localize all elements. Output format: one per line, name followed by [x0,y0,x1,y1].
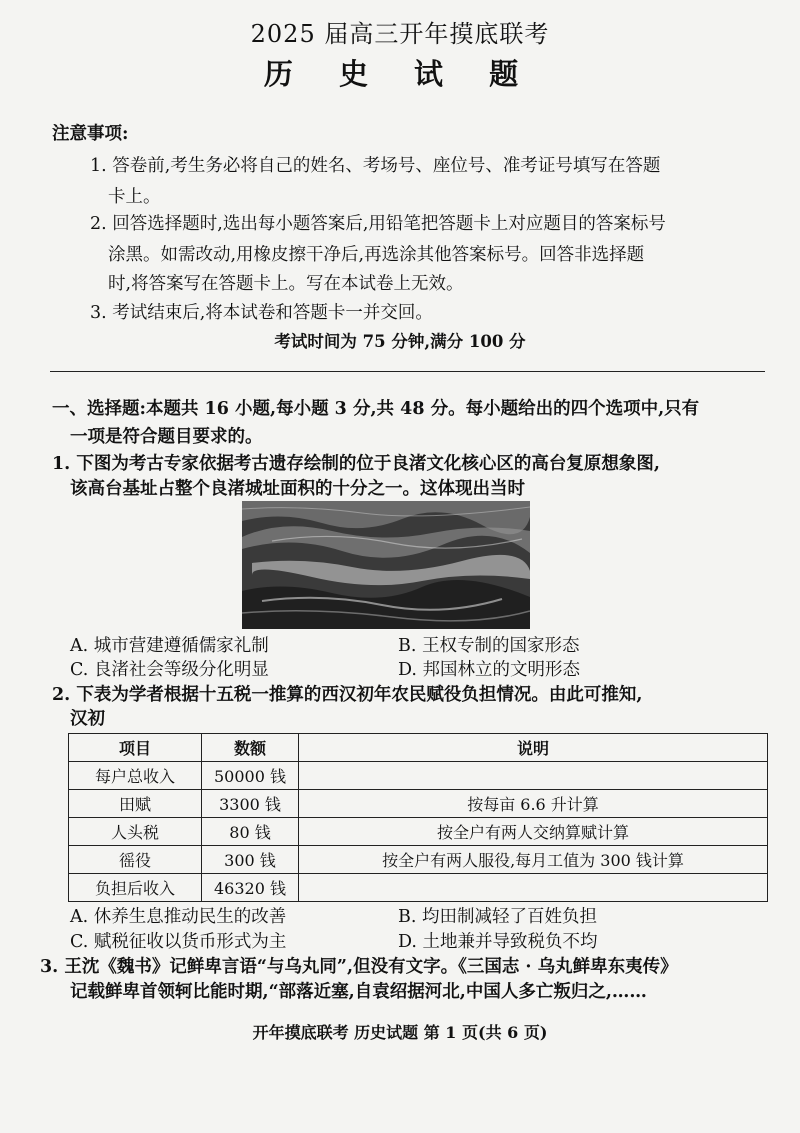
q2-stem-line-1: 2. 下表为学者根据十五税一推算的西汉初年农民赋役负担情况。由此可推知, [52,685,643,705]
q2-option-d: D. 土地兼并导致税负不均 [398,932,598,952]
table-cell [299,874,768,902]
q1-option-d: D. 邦国林立的文明形态 [398,660,581,680]
q3-stem-line-1: 3. 王沈《魏书》记鲜卑言语“与乌丸同”,但没有文字。《三国志 · 乌丸鲜卑东夷传》 [40,957,678,977]
table-row [69,818,768,846]
table-cell: 徭役 [69,846,202,874]
table-cell: 田赋 [69,790,202,818]
q1-option-c: C. 良渚社会等级分化明显 [70,660,269,680]
table-header-row [69,734,768,762]
notice-item-2-line-3: 时,将答案写在答题卡上。写在本试卷上无效。 [108,274,464,294]
reconstruction-illustration [242,501,530,629]
notice-heading: 注意事项: [52,124,129,144]
page-footer: 开年摸底联考 历史试题 第 1 页(共 6 页) [252,1023,548,1042]
table-row [69,762,768,790]
table-row [69,790,768,818]
table-cell: 每户总收入 [69,762,202,790]
table-cell: 人头税 [69,818,202,846]
q1-platform-reconstruction-image [242,501,530,629]
table-cell: 3300 钱 [202,790,299,818]
notice-item-1-line-2: 卡上。 [108,187,161,207]
q3-stem-line-2: 记载鲜卑首领轲比能时期,“部落近塞,自袁绍据河北,中国人多亡叛归之,…… [70,982,647,1002]
q1-option-b: B. 王权专制的国家形态 [398,636,580,656]
table-cell: 50000 钱 [202,762,299,790]
q1-stem-line-1: 1. 下图为考古专家依据考古遗存绘制的位于良渚文化核心区的高台复原想象图, [52,454,660,474]
table-row [69,874,768,902]
notice-item-1-line-1: 1. 答卷前,考生务必将自己的姓名、考场号、座位号、准考证号填写在答题 [90,156,661,176]
subject-title: 历 史 试 题 [263,57,537,91]
table-header-item: 项目 [69,734,202,762]
section-1-line-1: 一、选择题:本题共 16 小题,每小题 3 分,共 48 分。每小题给出的四个选项中,只有 [52,399,700,419]
table-cell [299,762,768,790]
exam-time-info: 考试时间为 75 分钟,满分 100 分 [274,332,526,351]
q2-option-a: A. 休养生息推动民生的改善 [70,907,287,927]
notice-item-2-line-1: 2. 回答选择题时,选出每小题答案后,用铅笔把答题卡上对应题目的答案标号 [90,214,666,234]
q1-option-a: A. 城市营建遵循儒家礼制 [70,636,269,656]
section-1-line-2: 一项是符合题目要求的。 [70,427,263,447]
notice-item-2-line-2: 涂黑。如需改动,用橡皮擦干净后,再选涂其他答案标号。回答非选择题 [108,245,645,265]
table-header-note: 说明 [299,734,768,762]
table-header-amount: 数额 [202,734,299,762]
table-cell: 按每亩 6.6 升计算 [299,790,768,818]
table-cell: 负担后收入 [69,874,202,902]
table-cell: 46320 钱 [202,874,299,902]
q1-stem-line-2: 该高台基址占整个良渚城址面积的十分之一。这体现出当时 [70,479,525,499]
table-cell: 80 钱 [202,818,299,846]
exam-title: 2025 届高三开年摸底联考 [250,20,550,48]
q2-option-b: B. 均田制减轻了百姓负担 [398,907,597,927]
notice-item-3: 3. 考试结束后,将本试卷和答题卡一并交回。 [90,303,433,323]
table-cell: 按全户有两人交纳算赋计算 [299,818,768,846]
table-cell: 300 钱 [202,846,299,874]
q2-stem-line-2: 汉初 [70,709,105,729]
divider-rule [50,371,765,372]
q2-option-c: C. 赋税征收以货币形式为主 [70,932,287,952]
q2-tax-burden-table [68,733,768,902]
table-cell: 按全户有两人服役,每月工值为 300 钱计算 [299,846,768,874]
table-row [69,846,768,874]
